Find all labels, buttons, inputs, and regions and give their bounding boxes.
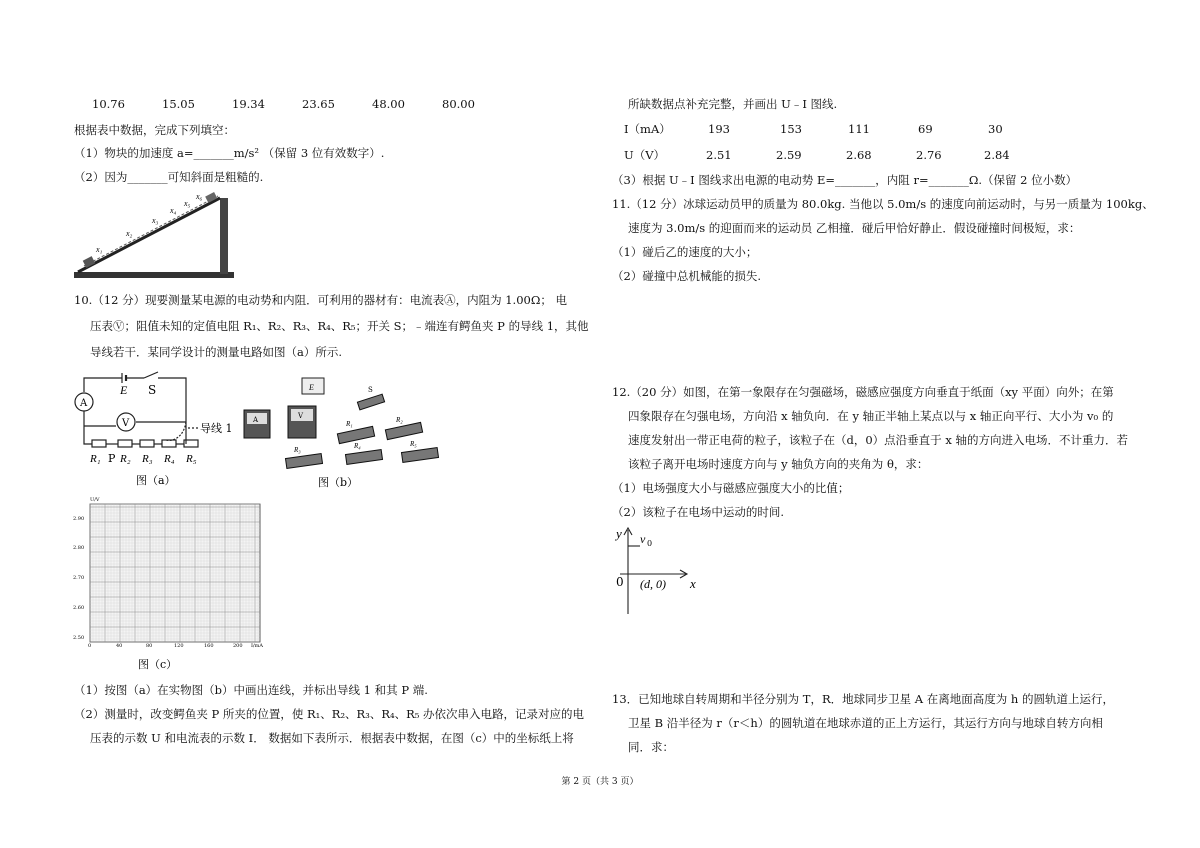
- fig-c-x-unit: I/mA: [251, 643, 264, 649]
- fig-c-y-tick: 2.70: [73, 575, 85, 581]
- fig-c-x-tick: 80: [146, 643, 153, 649]
- fig-a-E: E: [120, 383, 128, 397]
- problem-11-q2: （2）碰撞中总机械能的损失.: [612, 269, 761, 283]
- voltage-value: 2.51: [706, 148, 732, 162]
- current-value: 153: [780, 122, 802, 136]
- fig-b-caption: 图（b）: [318, 476, 359, 489]
- fig-a-wire: 导线 1: [200, 422, 233, 435]
- fig-b-resistor-label: R₅: [410, 440, 417, 448]
- fig-a-A: A: [80, 398, 88, 409]
- fig-b-A: A: [253, 416, 259, 424]
- question-1: （1）物块的加速度 a=_______m/s² （保留 3 位有效数字）.: [74, 146, 385, 160]
- figure-b-apparatus: [234, 370, 454, 492]
- problem-12-line3: 速度发射出一带正电荷的粒子，该粒子在（d，0）点沿垂直于 x 轴的方向进入电场．不计重力．若: [628, 433, 1128, 447]
- current-value: 69: [918, 122, 933, 136]
- fig-c-x-tick: 0: [88, 643, 92, 649]
- current-value: 193: [708, 122, 730, 136]
- fig-a-resistor-label: R₂: [120, 453, 131, 465]
- subquestion-1: （1）按图（a）在实物图（b）中画出连线，并标出导线 1 和其 P 端.: [74, 683, 428, 697]
- data-cell: 23.65: [302, 97, 335, 111]
- problem-12-q2: （2）该粒子在电场中运动的时间.: [612, 505, 784, 519]
- incline-label: x₃: [152, 216, 159, 225]
- fig-a-resistor-label: R₄: [164, 453, 175, 465]
- problem-10-line3: 导线若干．某同学设计的测量电路如图（a）所示.: [90, 345, 343, 359]
- problem-12-figure: [610, 524, 720, 618]
- figure-c-grid: [70, 492, 270, 678]
- fig-a-V: V: [122, 418, 130, 429]
- current-value: 111: [848, 122, 870, 136]
- incline-label: x₄: [170, 206, 177, 215]
- fig-c-caption: 图（c）: [138, 658, 178, 671]
- fig-c-y-tick: 2.80: [73, 545, 85, 551]
- fig-a-resistor-label: R₁: [90, 453, 101, 465]
- question-3: （3）根据 U﹣I 图线求出电源的电动势 E=_______，内阻 r=_______Ω.（保留 2 位小数）: [612, 173, 1078, 187]
- incline-figure: [70, 186, 240, 282]
- fig12-x: x: [690, 576, 696, 591]
- page-footer: 第 2 页（共 3 页）: [561, 777, 639, 787]
- data-cell: 80.00: [442, 97, 475, 111]
- fig-b-resistor-label: R₂: [396, 416, 403, 424]
- fig-b-resistor-label: R₃: [294, 446, 301, 454]
- figure-a-circuit: [70, 370, 260, 488]
- incline-label: x₅: [184, 199, 191, 208]
- data-cell: 48.00: [372, 97, 405, 111]
- fig-c-y-tick: 2.90: [73, 516, 85, 522]
- current-value: 30: [988, 122, 1003, 136]
- problem-13-line2: 卫星 B 沿半径为 r（r＜h）的圆轨道在地球赤道的正上方运行，其运行方向与地球自转方向相: [628, 716, 1103, 730]
- voltage-value: 2.76: [916, 148, 942, 162]
- fig-b-S: S: [368, 386, 373, 394]
- voltage-value: 2.68: [846, 148, 872, 162]
- voltage-label: U（V）: [624, 148, 665, 162]
- subquestion-2-line2: 压表的示数 U 和电流表的示数 I． 数据如下表所示．根据表中数据，在图（c）中的坐标纸上将: [90, 731, 574, 745]
- problem-10-line1: 10.（12 分）现要测量某电源的电动势和内阻．可利用的器材有：电流表Ⓐ，内阻为 1.00Ω； 电: [74, 293, 568, 307]
- problem-11-q1: （1）碰后乙的速度的大小；: [612, 245, 758, 259]
- incline-label: x₁: [96, 245, 103, 254]
- fig-c-x-tick: 160: [204, 643, 214, 649]
- fig12-origin: 0: [616, 575, 624, 589]
- fig-b-resistor-label: R₁: [346, 420, 353, 428]
- fig-a-resistor-label: R₅: [186, 453, 197, 465]
- fig12-point: (d, 0): [640, 577, 666, 591]
- fig12-y: y: [616, 526, 622, 541]
- intro-text: 根据表中数据，完成下列填空：: [74, 123, 235, 137]
- problem-12-line1: 12.（20 分）如图，在第一象限存在匀强磁场，磁感应强度方向垂直于纸面（xy 平面）向外；在第: [612, 385, 1114, 399]
- subquestion-2-line1: （2）测量时，改变鳄鱼夹 P 所夹的位置，使 R₁、R₂、R₃、R₄、R₅ 办依次串入电路，记录对应的电: [74, 707, 585, 721]
- problem-12-line4: 该粒子离开电场时速度方向与 y 轴负方向的夹角为 θ，求：: [628, 457, 929, 471]
- fig-a-resistor-label: P: [108, 452, 116, 465]
- continuation-text: 所缺数据点补充完整，并画出 U﹣I 图线.: [628, 97, 838, 111]
- problem-11-line1: 11.（12 分）冰球运动员甲的质量为 80.0kg. 当他以 5.0m/s 的速度向前运动时，与另一质量为 100kg、: [612, 197, 1154, 211]
- data-cell: 19.34: [232, 97, 265, 111]
- voltage-value: 2.59: [776, 148, 802, 162]
- fig-c-y-tick: 2.60: [73, 605, 85, 611]
- problem-13-line1: 13．已知地球自转周期和半径分别为 T，R．地球同步卫星 A 在离地面高度为 h 的圆轨道上运行，: [612, 692, 1114, 706]
- data-cell: 15.05: [162, 97, 195, 111]
- fig-b-V: V: [298, 412, 304, 420]
- question-2: （2）因为_______可知斜面是粗糙的.: [74, 170, 264, 184]
- problem-11-line2: 速度为 3.0m/s 的迎面而来的运动员 乙相撞．碰后甲恰好静止．假设碰撞时间极短，求：: [628, 221, 1081, 235]
- fig-b-resistor-label: R₄: [354, 442, 361, 450]
- fig-a-caption: 图（a）: [136, 474, 176, 487]
- problem-12-q1: （1）电场强度大小与磁感应强度大小的比值；: [612, 481, 850, 495]
- problem-10-line2: 压表Ⓥ；阻值未知的定值电阻 R₁、R₂、R₃、R₄、R₅；开关 S；﹣端连有鳄鱼夹 P 的导线 1，其他: [90, 319, 589, 333]
- fig-c-x-tick: 120: [174, 643, 184, 649]
- incline-label: x₂: [126, 229, 133, 238]
- fig-c-x-tick: 40: [116, 643, 123, 649]
- current-label: I（mA）: [624, 122, 671, 136]
- fig-c-y-tick: 2.50: [73, 635, 85, 641]
- fig-b-E: E: [309, 383, 314, 392]
- fig-c-y-unit: U/V: [90, 497, 100, 503]
- problem-12-line2: 四象限存在匀强电场，方向沿 x 轴负向．在 y 轴正半轴上某点以与 x 轴正向平行、大小为 v₀ 的: [628, 409, 1114, 423]
- fig-a-resistor-label: R₃: [142, 453, 153, 465]
- problem-13-line3: 同．求：: [628, 740, 674, 754]
- voltage-value: 2.84: [984, 148, 1010, 162]
- fig12-v0: v: [640, 532, 646, 546]
- incline-label: x₆: [196, 192, 203, 201]
- fig-c-x-tick: 200: [233, 643, 243, 649]
- fig12-v0-sub: 0: [647, 539, 653, 548]
- data-cell: 10.76: [92, 97, 125, 111]
- fig-a-S: S: [148, 383, 157, 397]
